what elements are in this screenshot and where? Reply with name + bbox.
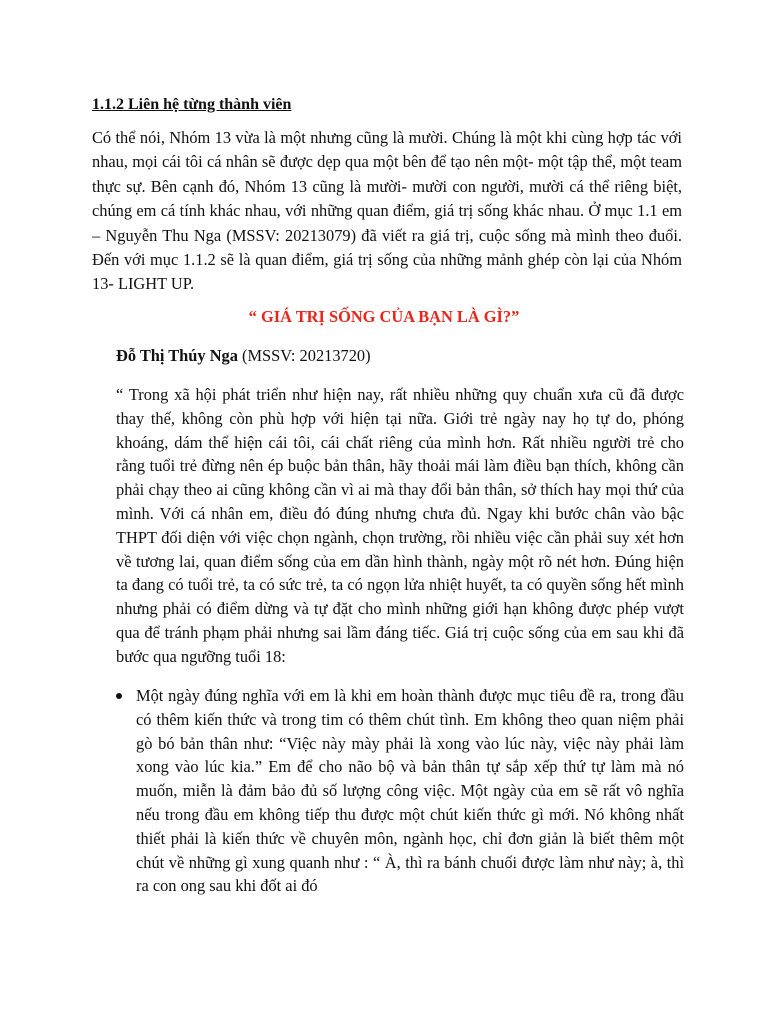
bullet-list	[116, 684, 684, 898]
bullet-dot-icon	[116, 693, 122, 699]
body-paragraph: “ Trong xã hội phát triển như hiện nay, rất nhiều những quy chuẩn xưa cũ đã được thay thế, không còn phù hợp với hiện tại nữa. Giới trẻ ngày nay họ tự do, phóng khoáng, dám thể hiện cái tôi, cái chất riêng của mình hơn. Rất nhiều người trẻ cho rằng tuổi trẻ đừng nên ép buộc bản thân, hãy thoải mái làm điều bạn thích, không cần phải chạy theo ai cũng không cần vì ai mà thay đổi bản thân, sở thích hay mọi thứ của mình. Với cá nhân em, điều đó đúng nhưng chưa đủ. Ngay khi bước chân vào bậc THPT đối diện với việc chọn ngành, chọn trường, rồi nhiều việc cần phải suy xét hơn về tương lai, quan điểm sống của em dần hình thành, ngày một rõ nét hơn. Đúng hiện ta đang có tuổi trẻ, ta có sức trẻ, ta có ngọn lửa nhiệt huyết, ta có quyền sống hết mình nhưng phải có điểm dừng và tự đặt cho mình những giới hạn không được phép vượt qua để tránh phạm phải nhưng sai lầm đáng tiếc. Giá trị cuộc sống của em sau khi đã bước qua ngưỡng tuổi 18:	[116, 385, 684, 666]
list-item-text: Một ngày đúng nghĩa với em là khi em hoàn thành được mục tiêu đề ra, trong đầu có thêm kiến thức và trong tim có thêm chút tình. Em không theo quan niệm phải gò bó bản thân như: “Việc này mày phải là xong vào lúc này, việc này phải làm xong vào lúc kia.” Em để cho não bộ và bản thân tự sắp xếp thứ tự làm mà nó muốn, miễn là đảm bảo đủ số lượng công việc. Một ngày của em sẽ rất vô nghĩa nếu trong đầu em không tiếp thu được một chút kiến thức gì mới. Nó không nhất thiết phải là kiến thức về chuyên môn, ngành học, chỉ đơn giản là biết thêm một chút về những gì xung quanh như : “ À, thì ra bánh chuối được làm như này; à, thì ra con ong sau khi đốt ai đó	[136, 686, 684, 896]
quote-title: “ GIÁ TRỊ SỐNG CỦA BẠN LÀ GÌ?”	[248, 307, 520, 326]
intro-paragraph: Có thể nói, Nhóm 13 vừa là một nhưng cũng là mười. Chúng là một khi cùng hợp tác với nhau, mọi cái tôi cá nhân sẽ được dẹp qua một bên để tạo nên một- một tập thể, một team thực sự. Bên cạnh đó, Nhóm 13 cũng là mười- mười con người, mười cá thể riêng biệt, chúng em cá tính khác nhau, với những quan điểm, giá trị sống khác nhau. Ở mục 1.1 em – Nguyễn Thu Nga (MSSV: 20213079) đã viết ra giá trị, cuộc sống mà mình theo đuổi. Đến với mục 1.1.2 sẽ là quan điểm, giá trị sống của những mảnh ghép còn lại của Nhóm 13- LIGHT UP.	[92, 128, 682, 294]
author-student-id: (MSSV: 20213720)	[237, 346, 371, 365]
list-item	[116, 684, 684, 898]
author-name: Đỗ Thị Thúy Nga	[116, 346, 238, 365]
section-heading: 1.1.2 Liên hệ từng thành viên	[92, 96, 292, 113]
author-line	[116, 345, 371, 367]
